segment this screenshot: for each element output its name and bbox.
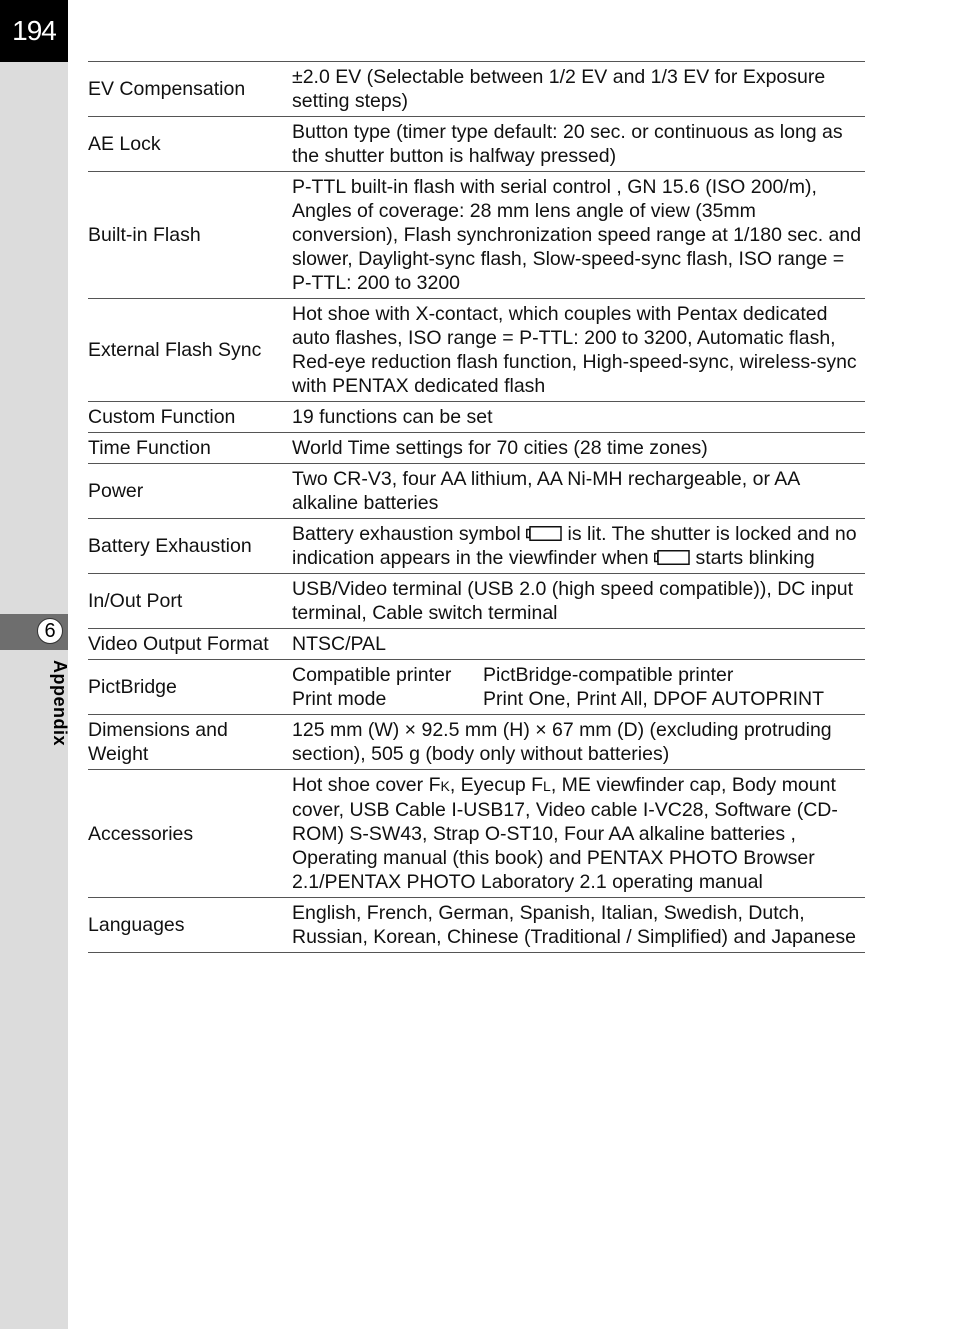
- spec-label: Accessories: [88, 822, 194, 845]
- spec-label: Battery Exhaustion: [88, 535, 252, 557]
- spec-value: World Time settings for 70 cities (28 time zones): [292, 437, 708, 459]
- accessories-subscript-l: L: [543, 778, 551, 794]
- spec-value: Hot shoe with X-contact, which couples with Pentax dedicated auto flashes, ISO range = P-TTL: 200 to 3200, Automatic flash, Red-eye reduction flash function, High-speed-sync, wireless-sync with PENTAX dedicated flash: [292, 303, 857, 397]
- spec-value: NTSC/PAL: [292, 633, 386, 655]
- spec-value: English, French, German, Spanish, Italian, Swedish, Dutch, Russian, Korean, Chinese (Traditional / Simplified) and Japanese: [292, 902, 856, 948]
- spec-label: EV Compensation: [88, 78, 246, 100]
- spec-row: [88, 62, 865, 117]
- spec-label: Video Output Format: [88, 633, 269, 655]
- spec-label: PictBridge: [88, 676, 177, 698]
- spec-row: [88, 117, 865, 172]
- page-number: 194: [0, 0, 68, 62]
- spec-value: [292, 519, 865, 574]
- spec-label: Dimensions and Weight: [88, 719, 228, 765]
- spec-label: Time Function: [88, 437, 211, 459]
- pictbridge-key: Compatible printer: [292, 664, 452, 686]
- spec-value: Two CR-V3, four AA lithium, AA Ni-MH rechargeable, or AA alkaline batteries: [292, 468, 800, 514]
- spec-row: [88, 299, 865, 402]
- chapter-number: 6: [37, 618, 63, 644]
- pictbridge-grid: [292, 663, 865, 711]
- pictbridge-value: Print One, Print All, DPOF AUTOPRINT: [483, 688, 824, 710]
- battery-text-2: is lit. The shutter is locked and no indication appears in the viewfinder when: [292, 523, 857, 569]
- accessories-text-1: Hot shoe cover F: [292, 774, 441, 796]
- spec-row-battery: [88, 519, 865, 574]
- spec-row: [88, 433, 865, 464]
- spec-value: [292, 660, 865, 715]
- accessories-text-3: , ME viewfinder cap, Body mount cover, USB Cable I-USB17, Video cable I-VC28, Software (CD-ROM) S-SW43, Strap O-ST10, Four AA alkaline batteries , Operating manual (this book) and PENTAX PHOTO Browser 2.1/PENTAX PHOTO Laboratory 2.1 operating manual: [292, 774, 838, 893]
- battery-empty-icon: [526, 526, 562, 541]
- accessories-text-2: , Eyecup F: [449, 774, 544, 796]
- spec-table: [88, 61, 865, 953]
- spec-row: [88, 715, 865, 770]
- spec-label: Custom Function: [88, 406, 236, 428]
- spec-value: USB/Video terminal (USB 2.0 (high speed compatible)), DC input terminal, Cable switch terminal: [292, 578, 854, 624]
- spec-row-accessories: [88, 770, 865, 898]
- spec-row: [88, 402, 865, 433]
- accessories-subscript-k: K: [440, 778, 450, 794]
- spec-value: 19 functions can be set: [292, 406, 493, 428]
- spec-row: [88, 574, 865, 629]
- chapter-label: Appendix: [50, 660, 70, 747]
- spec-value: ±2.0 EV (Selectable between 1/2 EV and 1/3 EV for Exposure setting steps): [292, 66, 826, 112]
- spec-value: [292, 770, 865, 898]
- battery-empty-icon: [654, 550, 690, 565]
- battery-text-1: Battery exhaustion symbol: [292, 523, 521, 545]
- spec-row: [88, 464, 865, 519]
- spec-value: P-TTL built-in flash with serial control , GN 15.6 (ISO 200/m), Angles of coverage: 28 mm lens angle of view (35mm conversion), Flash synchronization speed range at 1/180 sec. and slower, Daylight-sync flash, Slow-speed-sync flash, ISO range = P-TTL: 200 to 3200: [292, 176, 862, 294]
- spec-row: [88, 172, 865, 299]
- pictbridge-key: Print mode: [292, 688, 387, 710]
- spec-row: [88, 629, 865, 660]
- spec-label: Power: [88, 480, 144, 502]
- spec-label: Built-in Flash: [88, 224, 201, 246]
- battery-text-3: starts blinking: [695, 547, 815, 569]
- spec-label: AE Lock: [88, 133, 161, 155]
- spec-row-pictbridge: [88, 660, 865, 715]
- pictbridge-value: PictBridge-compatible printer: [483, 664, 734, 686]
- spec-label: In/Out Port: [88, 590, 183, 612]
- spec-label: Languages: [88, 914, 185, 936]
- spec-value: 125 mm (W) × 92.5 mm (H) × 67 mm (D) (excluding protruding section), 505 g (body only without batteries): [292, 719, 832, 765]
- spec-value: Button type (timer type default: 20 sec. or continuous as long as the shutter button is halfway pressed): [292, 121, 843, 167]
- spec-label: External Flash Sync: [88, 339, 262, 361]
- spec-row: [88, 898, 865, 953]
